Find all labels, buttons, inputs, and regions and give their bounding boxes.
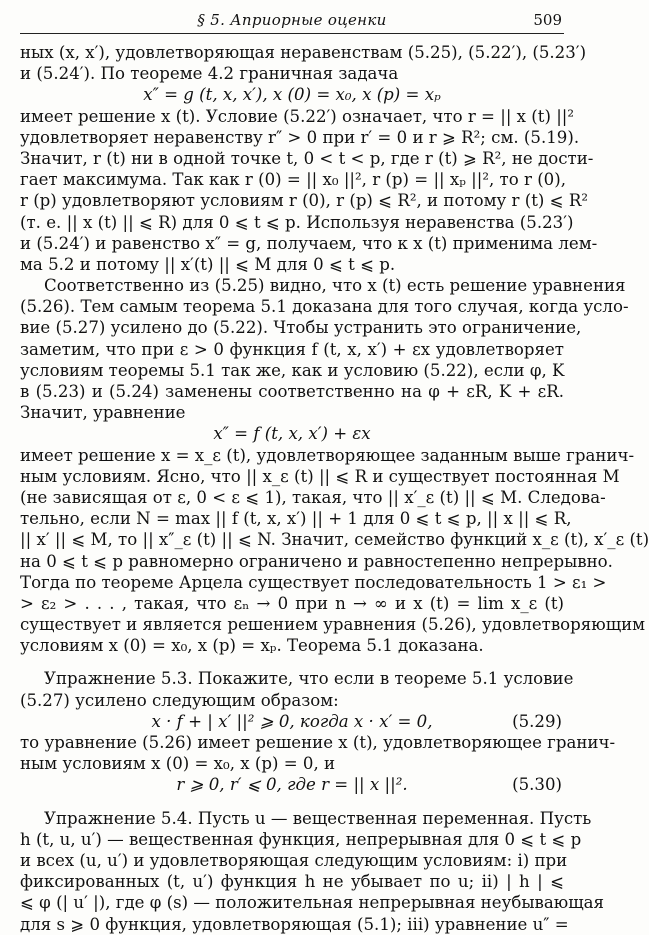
line-text: заметим, что при ε > 0 функция f (t, x, x′) + εx удовлетворяет — [20, 339, 564, 359]
line-text: (5.26). Тем самым теорема 5.1 доказана для того случая, когда усло- — [20, 297, 629, 317]
text-line — [20, 572, 607, 593]
text-line — [20, 732, 616, 753]
line-text: и (5.24′). По теореме 4.2 граничная задача — [20, 64, 399, 84]
section-title: § 5. Априорные оценки — [197, 11, 387, 29]
line-text: (т. е. || x (t) || ⩽ R) для 0 ⩽ t ⩽ p. Используя неравенства (5.23′) — [20, 212, 574, 232]
text-line — [20, 42, 587, 63]
line-text: x″ = f (t, x, x′) + εx — [213, 424, 371, 444]
text-line — [20, 593, 564, 614]
text-line — [20, 127, 580, 148]
text-line — [20, 63, 564, 84]
line-text: x″ = g (t, x, x′), x (0) = x₀, x (p) = xₚ — [143, 85, 441, 105]
line-text: условиям x (0) = x₀, x (p) = xₚ. Теорема 5.1 доказана. — [20, 636, 484, 656]
text-line — [20, 487, 606, 508]
line-text: Упражнение 5.4. Пусть u — вещественная переменная. Пусть — [44, 808, 592, 828]
line-text: ⩽ φ (| u′ |), где φ (s) — положительная непрерывная неубывающая — [20, 893, 604, 913]
text-line — [20, 529, 649, 550]
text-line — [20, 808, 592, 829]
line-text: r ⩾ 0, r′ ⩽ 0, где r = || x ||². — [176, 775, 408, 795]
line-text: > ε₂ > . . . , такая, что εₙ → 0 при n → ∞ и x (t) = lim x_ε (t) — [20, 593, 564, 613]
line-text: Тогда по теореме Арцела существует последовательность 1 > ε₁ > — [20, 572, 607, 592]
display-formula — [20, 84, 564, 105]
text-line — [20, 914, 569, 935]
line-text: имеет решение x = x_ε (t), удовлетворяющее заданным выше гранич- — [20, 445, 635, 465]
text-line — [20, 148, 594, 169]
line-text: существует и является решением уравнения (5.26), удовлетворяющим — [20, 615, 646, 635]
text-line — [20, 753, 564, 774]
line-text: и всех (u, u′) и удовлетворяющая следующим условиям: i) при — [20, 850, 568, 870]
page-number: 509 — [533, 11, 562, 29]
text-line — [20, 635, 564, 656]
line-text: гает максимума. Так как r (0) = || x₀ ||², r (p) = || xₚ ||², то r (0), — [20, 170, 566, 190]
line-text: для s ⩾ 0 функция, удовлетворяющая (5.1); iii) уравнение u″ = — [20, 914, 569, 934]
display-formula — [20, 774, 564, 795]
line-text: вие (5.27) усилено до (5.22). Чтобы устранить это ограничение, — [20, 318, 582, 338]
display-formula — [20, 711, 564, 732]
text-line — [20, 668, 574, 689]
line-text: Соответственно из (5.25) видно, что x (t) есть решение уравнения — [44, 276, 626, 296]
text-line — [20, 339, 564, 360]
text-line — [20, 614, 646, 635]
line-text: Значит, r (t) ни в одной точке t, 0 < t < p, где r (t) ⩾ R², не дости- — [20, 148, 594, 168]
line-text: || x′ || ⩽ M, то || x″_ε (t) || ⩽ N. Значит, семейство функций x_ε (t), x′_ε (t) — [20, 530, 649, 550]
text-line — [20, 508, 572, 529]
line-text: удовлетворяет неравенству r″ > 0 при r′ = 0 и r ⩾ R²; см. (5.19). — [20, 127, 580, 147]
text-line — [20, 381, 564, 402]
text-line — [20, 233, 598, 254]
line-text: Упражнение 5.3. Покажите, что если в теореме 5.1 условие — [44, 669, 574, 689]
text-line — [20, 551, 613, 572]
line-text: h (t, u, u′) — вещественная функция, непрерывная для 0 ⩽ t ⩽ p — [20, 829, 582, 849]
text-line — [20, 190, 588, 211]
line-text: (5.27) усилено следующим образом: — [20, 690, 339, 710]
line-text: фиксированных (t, u′) функция h не убывает по u; ii) | h | ⩽ — [20, 872, 564, 892]
line-text: в (5.23) и (5.24) заменены соответственно на φ + εR, K + εR. — [20, 382, 564, 401]
text-line — [20, 871, 564, 892]
text-line — [20, 106, 575, 127]
text-line — [20, 317, 582, 338]
paragraph-gap — [20, 796, 564, 808]
text-line — [20, 254, 564, 275]
line-text: на 0 ⩽ t ⩽ p равномерно ограничено и равностепенно непрерывно. — [20, 551, 613, 571]
text-line — [20, 212, 574, 233]
running-header — [20, 0, 564, 34]
line-text: то уравнение (5.26) имеет решение x (t), удовлетворяющее гранич- — [20, 733, 616, 752]
line-text: Значит, уравнение — [20, 403, 186, 423]
text-line — [20, 829, 582, 850]
text-line — [20, 275, 626, 296]
line-text: условиям теоремы 5.1 так же, как и условию (5.22), если φ, K — [20, 360, 565, 380]
text-line — [20, 360, 564, 381]
page-body — [20, 34, 649, 935]
line-text: ным условиям x (0) = x₀, x (p) = 0, и — [20, 754, 336, 774]
text-line — [20, 892, 604, 913]
line-text: r (p) удовлетворяют условиям r (0), r (p) ⩽ R², и потому r (t) ⩽ R² — [20, 191, 588, 211]
text-line — [20, 690, 564, 711]
line-text: и (5.24′) и равенство x″ = g, получаем, что к x (t) применима лем- — [20, 233, 598, 253]
line-text: ных (x, x′), удовлетворяющая неравенствам (5.25), (5.22′), (5.23′) — [20, 43, 587, 62]
line-text: (не зависящая от ε, 0 < ε ⩽ 1), такая, что || x′_ε (t) || ⩽ M. Следова- — [20, 487, 606, 507]
text-line — [20, 296, 629, 317]
display-formula — [20, 423, 564, 444]
equation-number: (5.29) — [512, 711, 562, 731]
line-text: ным условиям. Ясно, что || x_ε (t) || ⩽ R и существует постоянная M — [20, 466, 620, 486]
line-text: имеет решение x (t). Условие (5.22′) означает, что r = || x (t) ||² — [20, 106, 575, 126]
paragraph-gap — [20, 656, 564, 668]
equation-number: (5.30) — [512, 775, 562, 795]
line-text: тельно, если N = max || f (t, x, x′) || + 1 для 0 ⩽ t ⩽ p, || x || ⩽ R, — [20, 509, 572, 529]
line-text: x · f + | x′ ||² ⩾ 0, когда x · x′ = 0, — [151, 711, 433, 731]
line-text: ма 5.2 и потому || x′(t) || ⩽ M для 0 ⩽ t ⩽ p. — [20, 254, 396, 274]
text-line — [20, 402, 564, 423]
text-line — [20, 169, 564, 190]
text-line — [20, 466, 620, 487]
header-rule — [20, 33, 564, 34]
text-line — [20, 850, 568, 871]
text-line — [20, 445, 635, 466]
